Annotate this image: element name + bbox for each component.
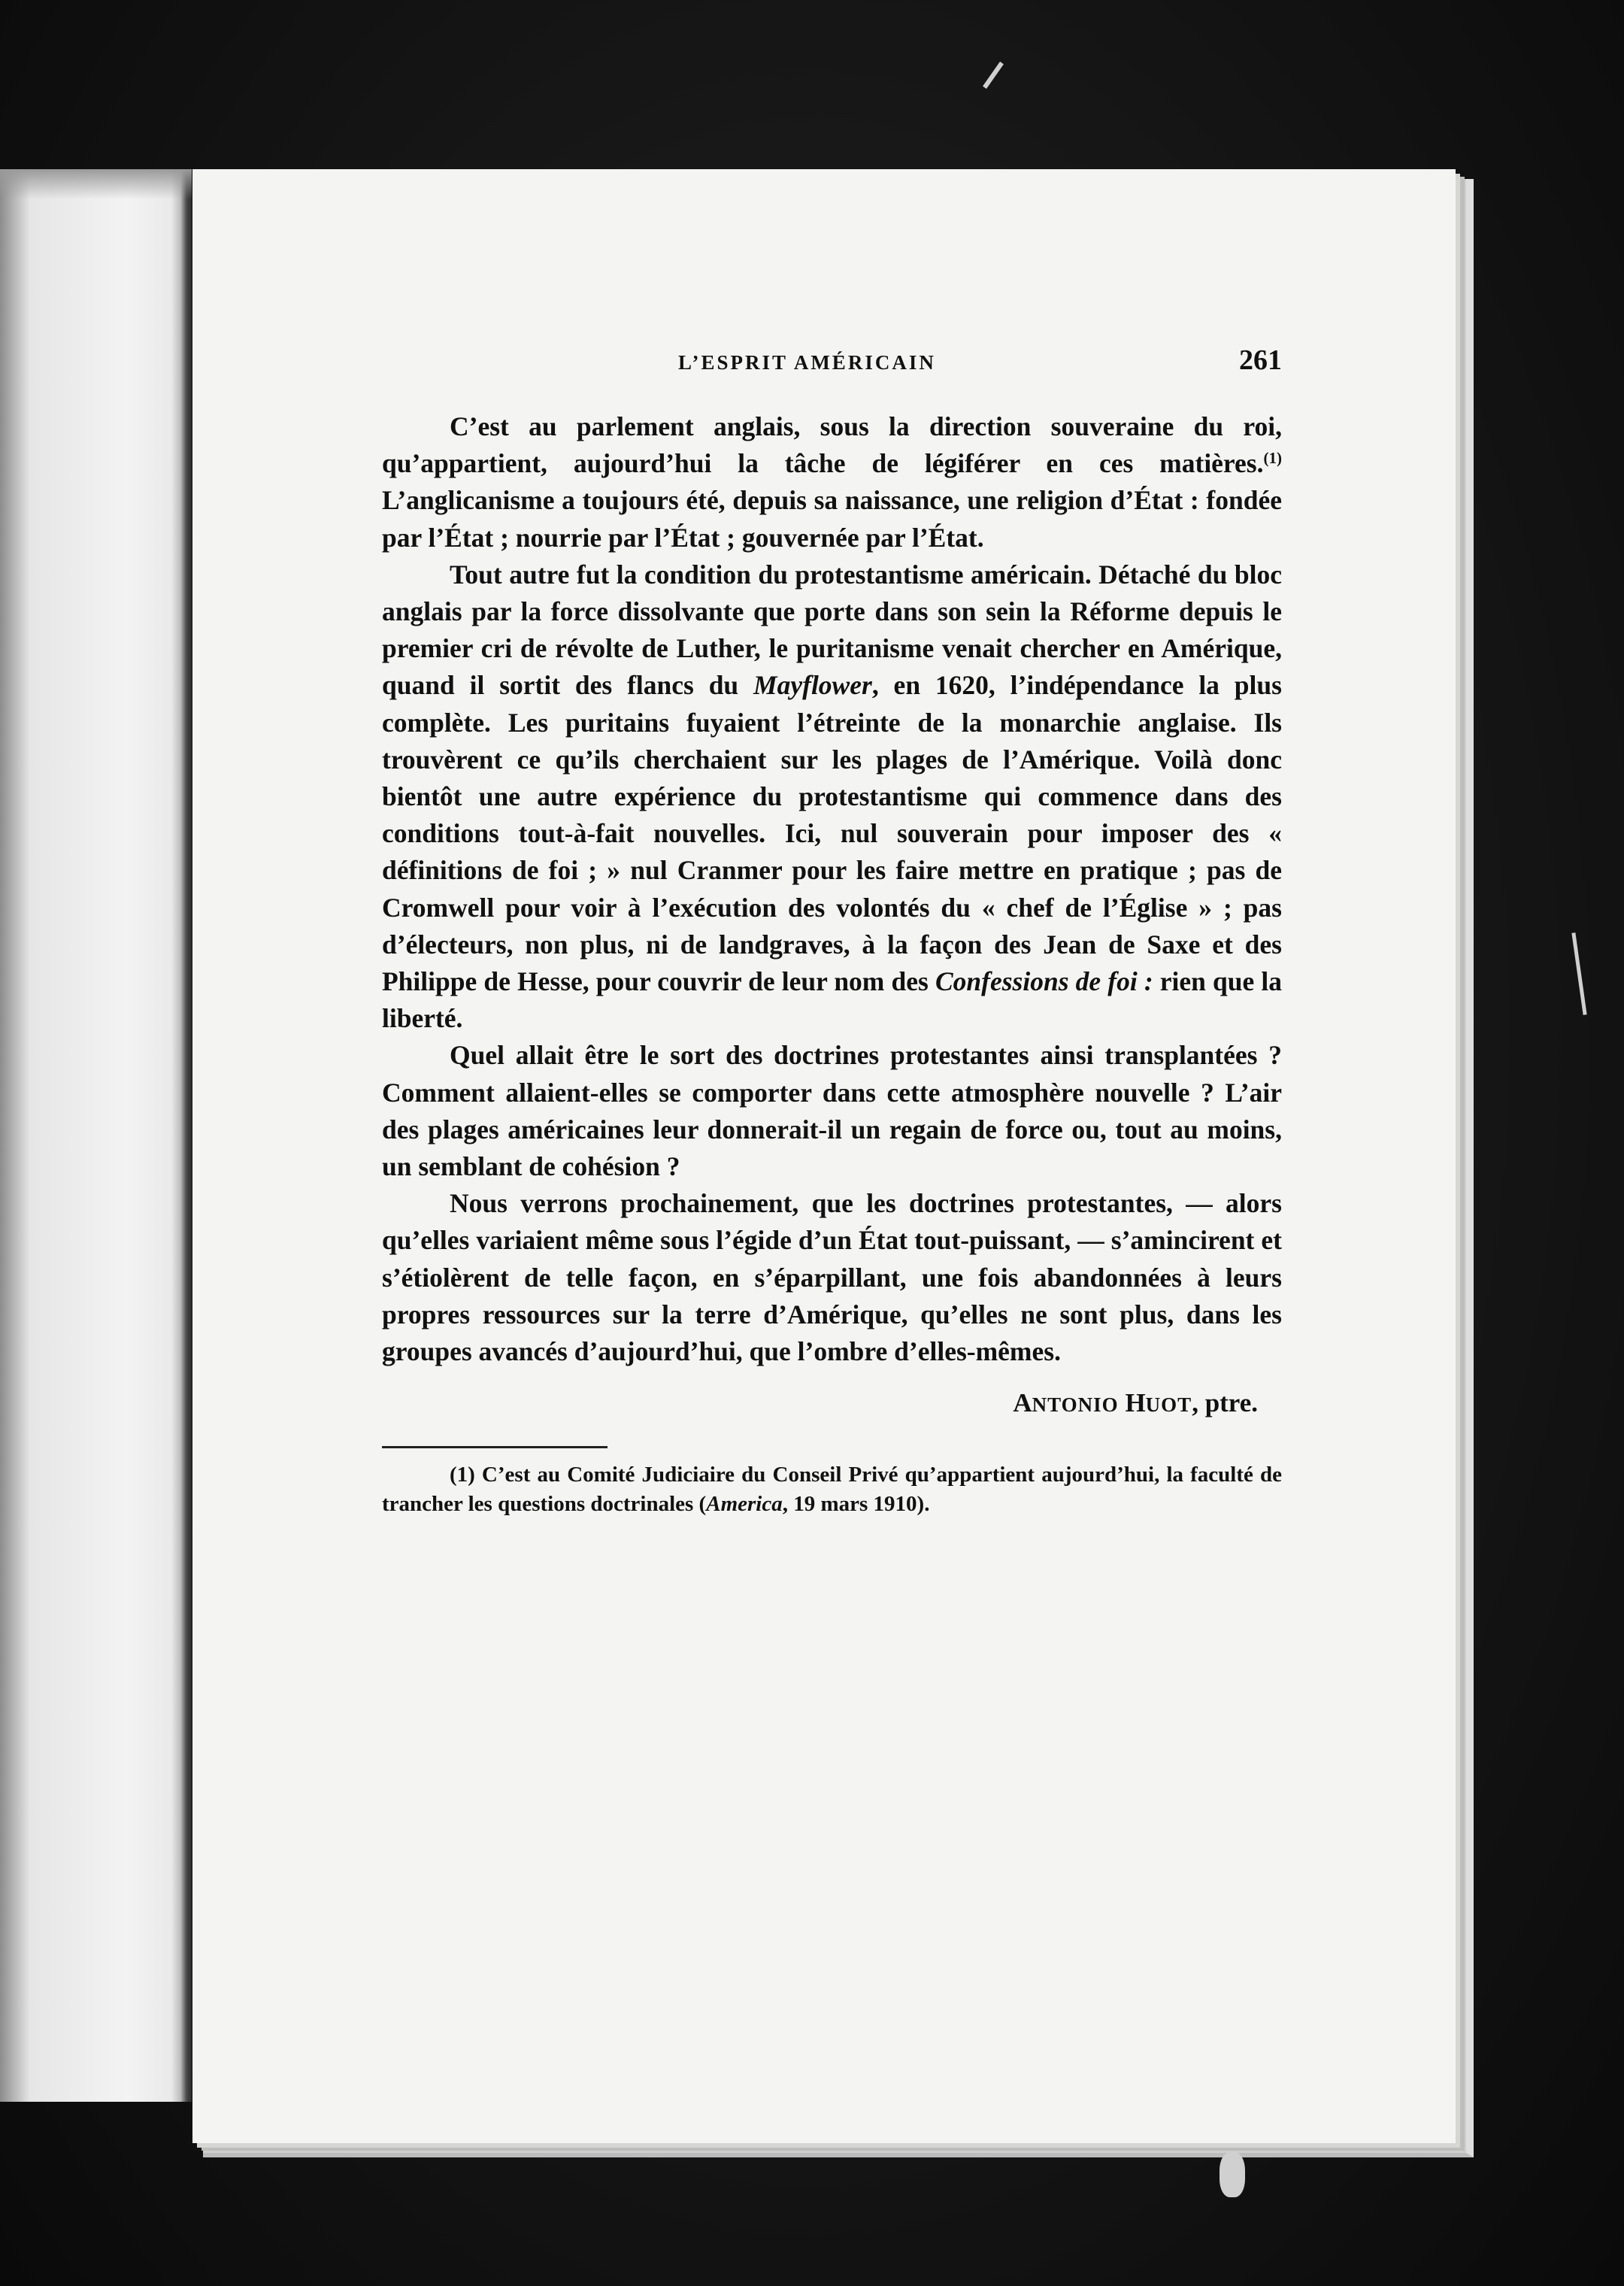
- left-page-edge: [0, 169, 192, 2102]
- paragraph-2-middle: , en 1620, l’indépendance la plus complète. Les puritains fuyaient l’étreinte de la monarchie anglaise. Ils trouvèrent ce qu’ils cherchaient sur les plages de l’Amérique. Voilà donc bientôt une autre expérience du protestantisme qui commence dans des conditions tout-à-fait nouvelles. Ici, nul souverain pour imposer des « définitions de foi ; » nul Cranmer pour les faire mettre en pratique ; pas de Cromwell pour voir à l’exécution des volontés du « chef de l’Église » ; pas d’électeurs, non plus, ni de landgraves, à la façon des Jean de Saxe et des Philippe de Hesse, pour couvrir de leur nom des: [382, 670, 1282, 997]
- ship-name-italic: Mayflower: [753, 670, 872, 701]
- paragraph-1-text: C’est au parlement anglais, sous la direction souveraine du roi, qu’appartient, aujourd’hui la tâche de légiférer en ces matières.: [382, 411, 1282, 479]
- footnote-source-italic: America: [706, 1492, 783, 1517]
- paragraph-1-continuation: L’anglicanisme a toujours été, depuis sa naissance, une religion d’État : fondée par l’État ; nourrie par l’État ; gouvernée par l’État.: [382, 485, 1282, 553]
- book-page: [192, 169, 1456, 2143]
- page-text-block: [382, 344, 1282, 1519]
- running-head: [382, 344, 1282, 389]
- paragraph-2: [382, 556, 1282, 1038]
- scan-speck: [1220, 2152, 1245, 2197]
- footnote: [382, 1460, 1282, 1519]
- left-page-shadow: [0, 169, 192, 199]
- footnote-rule: [382, 1446, 607, 1448]
- running-head-title: L’ESPRIT AMÉRICAIN: [678, 351, 936, 374]
- signature-suffix: , ptre.: [1192, 1388, 1258, 1418]
- paragraph-2-text: Tout autre fut la condition du protestantisme américain. Détaché du bloc anglais par la force dissolvante que porte dans son sein la Réforme depuis le premier cri de révolte de Luther, le puritanisme venait chercher en Amérique, quand il sortit des flancs du: [382, 559, 1282, 701]
- signature-first-name: NTONIO: [1032, 1393, 1119, 1417]
- page-number: 261: [1239, 344, 1282, 376]
- paragraph-4: Nous verrons prochainement, que les doctrines protestantes, — alors qu’elles variaient même sous l’égide d’un État tout-puissant, — s’amincirent et s’étiolèrent de telle façon, en s’éparpillant, une fois abandonnées à leurs propres ressources sur la terre d’Amérique, qu’elles ne sont plus, dans les groupes avancés d’aujourd’hui, que l’ombre d’elles-mêmes.: [382, 1188, 1282, 1367]
- signature-last-name: UOT: [1145, 1393, 1192, 1417]
- paragraph-1: [382, 408, 1282, 556]
- paragraph-2-end: rien que la liberté.: [382, 966, 1282, 1034]
- footnote-date: , 19 mars 1910).: [782, 1492, 930, 1517]
- body-text: [382, 408, 1282, 1370]
- confessions-italic: Confessions de foi :: [935, 966, 1153, 997]
- scan-speck: [983, 62, 1004, 89]
- signature-last-initial: H: [1125, 1388, 1146, 1418]
- footnote-reference: (1): [1263, 449, 1282, 468]
- author-signature: [382, 1384, 1282, 1423]
- scan-speck: [1571, 932, 1586, 1015]
- signature-first-initial: A: [1013, 1388, 1032, 1418]
- footnote-text: (1) C’est au Comité Judiciaire du Conseil Privé qu’appartient aujourd’hui, la faculté de trancher les questions doctrinales (: [382, 1463, 1282, 1517]
- paragraph-3: Quel allait être le sort des doctrines protestantes ainsi transplantées ? Comment allaient-elles se comporter dans cette atmosphère nouvelle ? L’air des plages américaines leur donnerait-il un regain de force ou, tout au moins, un semblant de cohésion ?: [382, 1040, 1282, 1182]
